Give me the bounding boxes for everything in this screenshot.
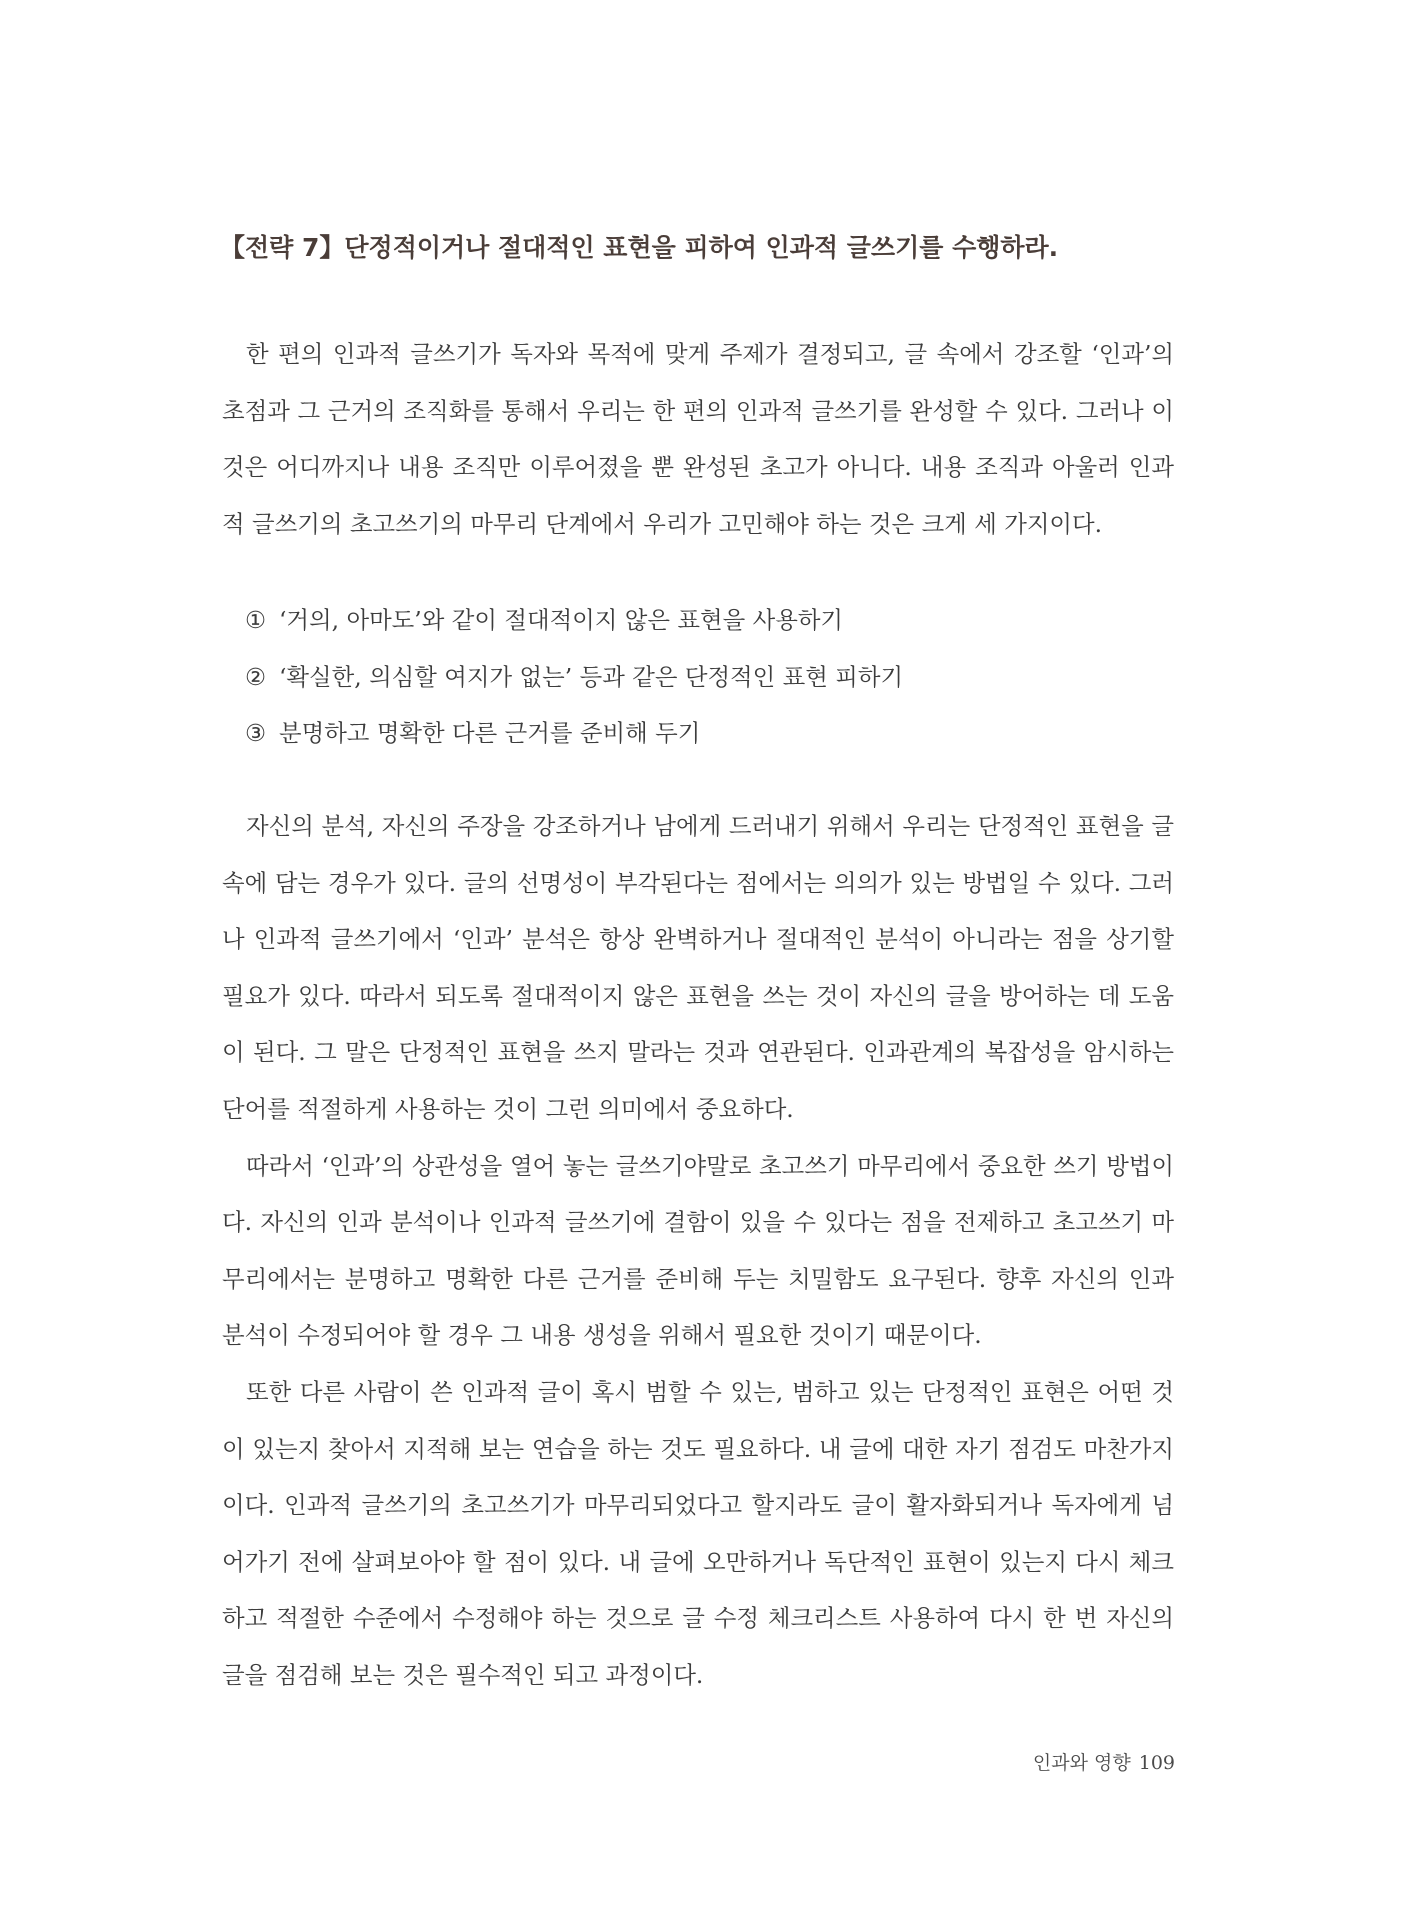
list-marker: ① [245,606,266,634]
intro-paragraph-block [222,326,1174,552]
list-item [245,649,1145,706]
body-paragraph: 또한 다른 사람이 쓴 인과적 글이 혹시 범할 수 있는, 범하고 있는 단정적인 표현은 어떤 것이 있는지 찾아서 지적해 보는 연습을 하는 것도 필요하다. 내 글에 대한 자기 점검도 마찬가지이다. 인과적 글쓰기의 초고쓰기가 마무리되었다고 할지라도 글이 활자화되거나 독자에게 넘어가기 전에 살펴보아야 할 점이 있다. 내 글에 오만하거나 독단적인 표현이 있는지 다시 체크하고 적절한 수준에서 수정해야 하는 것으로 글 수정 체크리스트 사용하여 다시 한 번 자신의 글을 점검해 보는 것은 필수적인 되고 과정이다. [222,1377,1174,1689]
strategy-list [245,592,1145,762]
list-marker: ③ [245,719,266,748]
body-paragraph: 자신의 분석, 자신의 주장을 강조하거나 남에게 드러내기 위해서 우리는 단정적인 표현을 글 속에 담는 경우가 있다. 글의 선명성이 부각된다는 점에서는 의의가 있는 방법일 수 있다. 그러나 인과적 글쓰기에서 ‘인과’ 분석은 항상 완벽하거나 절대적인 분석이 아니라는 점을 상기할 필요가 있다. 따라서 되도록 절대적이지 않은 표현을 쓰는 것이 자신의 글을 방어하는 데 도움이 된다. 그 말은 단정적인 표현을 쓰지 말라는 것과 연관된다. 인과관계의 복잡성을 암시하는 단어를 적절하게 사용하는 것이 그런 의미에서 중요하다. [222,812,1174,1123]
list-item [245,705,1145,762]
list-item-text: ‘거의, 아마도’와 같이 절대적이지 않은 표현을 사용하기 [279,606,844,634]
list-item-text: 분명하고 명확한 다른 근거를 준비해 두기 [279,719,701,748]
list-item-text: ‘확실한, 의심할 여지가 없는’ 등과 같은 단정적인 표현 피하기 [279,662,904,691]
body-paragraph-block [222,798,1174,1704]
intro-paragraph: 한 편의 인과적 글쓰기가 독자와 목적에 맞게 주제가 결정되고, 글 속에서 강조할 ‘인과’의 초점과 그 근거의 조직화를 통해서 우리는 한 편의 인과적 글쓰기를 완성할 수 있다. 그러나 이것은 어디까지나 내용 조직만 이루어졌을 뿐 완성된 초고가 아니다. 내용 조직과 아울러 인과적 글쓰기의 초고쓰기의 마무리 단계에서 우리가 고민해야 하는 것은 크게 세 가지이다. [222,340,1174,538]
section-heading: 【전략 7】단정적이거나 절대적인 표현을 피하여 인과적 글쓰기를 수행하라. [220,233,1059,262]
list-marker: ② [245,662,266,691]
body-paragraph: 따라서 ‘인과’의 상관성을 열어 놓는 글쓰기야말로 초고쓰기 마무리에서 중요한 쓰기 방법이다. 자신의 인과 분석이나 인과적 글쓰기에 결함이 있을 수 있다는 점을 전제하고 초고쓰기 마무리에서는 분명하고 명확한 다른 근거를 준비해 두는 치밀함도 요구된다. 향후 자신의 인과 분석이 수정되어야 할 경우 그 내용 생성을 위해서 필요한 것이기 때문이다. [222,1151,1174,1350]
running-title: 인과와 영향 [1032,1752,1131,1774]
page-number: 109 [1138,1752,1175,1774]
page-footer [1033,1748,1175,1775]
list-item [245,592,1145,649]
